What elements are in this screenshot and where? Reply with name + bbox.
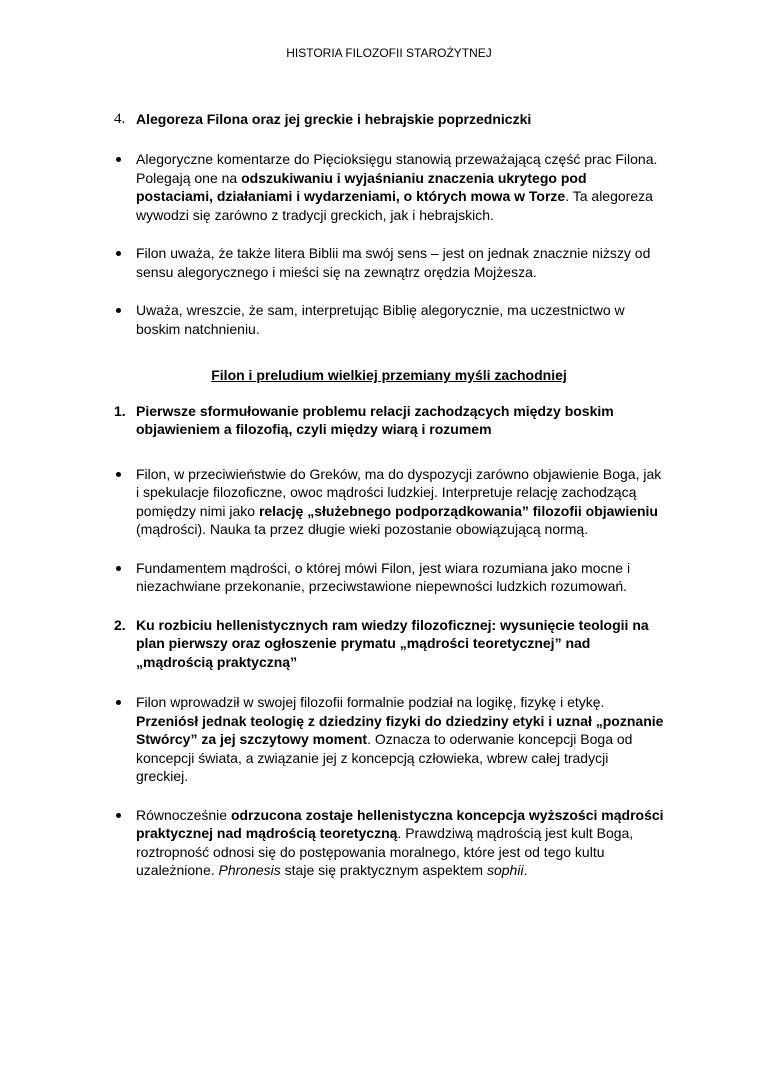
running-header: HISTORIA FILOZOFII STAROŻYTNEJ (286, 46, 492, 60)
text-run: Alegoryczne komentarze do Pięcioksięgu stanowią przeważającą część prac Filona. Polegają one na (136, 151, 658, 186)
bullet-icon (114, 693, 136, 786)
text-run: Filon uważa, że także litera Biblii ma swój sens – jest on jednak znacznie niższy od sensu alegorycznego i mieści się na zewnątrz orędzia Mojżesza. (136, 245, 651, 280)
part-2-number: 2. (114, 616, 126, 633)
paragraph (136, 693, 664, 786)
bullet-icon (114, 806, 136, 880)
part-2-bullets (114, 693, 664, 880)
bold-run: relację „służebnego podporządkowania” filozofii objawieniu (258, 502, 658, 519)
list-item (114, 301, 664, 338)
bullet-icon (114, 150, 136, 224)
section-4-number: 4. (114, 110, 126, 127)
section-4-title: Alegoreza Filona oraz jej greckie i hebrajskie poprzedniczki (136, 110, 532, 127)
bold-run: Przeniósł jednak teologię z dziedziny fizyki do dziedziny etyki i uznał „poznanie Stwórcy” za jej szczytowy moment (136, 712, 664, 747)
bold-run: odszukiwaniu i wyjaśnianiu znaczenia ukrytego pod postaciami, działaniami i wydarzeniami, o których mowa w Torze (136, 169, 587, 204)
text-run: . (523, 862, 528, 878)
text-run: Filon wprowadził w swojej filozofii formalnie podział na logikę, fizykę i etykę. (136, 694, 605, 710)
chapter-title: Filon i preludium wielkiej przemiany myśli zachodniej (211, 367, 567, 383)
bullet-icon (114, 244, 136, 281)
paragraph (136, 301, 664, 338)
italic-run: sophii (486, 862, 524, 878)
section-4-bullets (114, 150, 664, 338)
paragraph (136, 806, 664, 880)
text-run: Fundamentem mądrości, o której mówi Filon, jest wiara rozumiana jako mocne i niezachwiane przekonanie, przeciwstawione niepewności ludzkich rozumowań. (136, 559, 631, 594)
text-run: Filon, w przeciwieństwie do Greków, ma do dyspozycji zarówno objawienie Boga, jak i spekulacje filozoficzne, owoc mądrości ludzkiej. Interpretuje relację zachodzącą pomiędzy nimi jako (136, 465, 662, 519)
text-run: Równocześnie (136, 806, 231, 823)
text-run: . Ta alegoreza wywodzi się zarówno z tradycji greckich, jak i hebrajskich. (136, 188, 653, 223)
bullet-icon (114, 559, 136, 596)
part-2-title: Ku rozbiciu hellenistycznych ram wiedzy filozoficznej: wysunięcie teologii na plan pierwszy oraz ogłoszenie prymatu „mądrości teoretycznej” nad „mądrością praktyczną” (136, 616, 649, 670)
paragraph (136, 465, 664, 539)
part-1-heading (114, 402, 664, 439)
bold-run: odrzucona zostaje hellenistyczna koncepcja wyższości mądrości praktycznej nad mądrością teoretyczną (136, 806, 664, 841)
text-run: . Prawdziwą mądrością jest kult Boga, roztropność odnosi się do postępowania moralnego, które jest od tego kultu uzależnione. (136, 825, 634, 878)
part-1-number: 1. (114, 402, 126, 419)
part-1-bullets (114, 465, 664, 596)
list-item (114, 150, 664, 224)
italic-run: Phronesis (218, 862, 281, 878)
list-item (114, 806, 664, 880)
bullet-icon (114, 465, 136, 539)
list-item (114, 465, 664, 539)
part-1-title: Pierwsze sformułowanie problemu relacji zachodzących między boskim objawieniem a filozofią, czyli między wiarą i rozumem (136, 402, 614, 437)
section-4-heading (114, 110, 664, 129)
list-item (114, 693, 664, 786)
paragraph (136, 244, 664, 281)
text-run: . Oznacza to oderwanie koncepcji Boga od koncepcji świata, a związanie jej z koncepcją człowieka, wbrew całej tradycji greckiej. (136, 731, 633, 784)
part-2-heading (114, 616, 664, 672)
paragraph (136, 150, 664, 224)
list-item (114, 559, 664, 596)
text-run: (mądrości). Nauka ta przez długie wieki pozostanie obowiązującą normą. (136, 521, 589, 537)
paragraph (136, 559, 664, 596)
text-run: Uważa, wreszcie, że sam, interpretując Biblię alegorycznie, ma uczestnictwo w boskim natchnieniu. (136, 302, 625, 337)
text-run: staje się praktycznym aspektem (280, 862, 487, 878)
bullet-icon (114, 301, 136, 338)
list-item (114, 244, 664, 281)
